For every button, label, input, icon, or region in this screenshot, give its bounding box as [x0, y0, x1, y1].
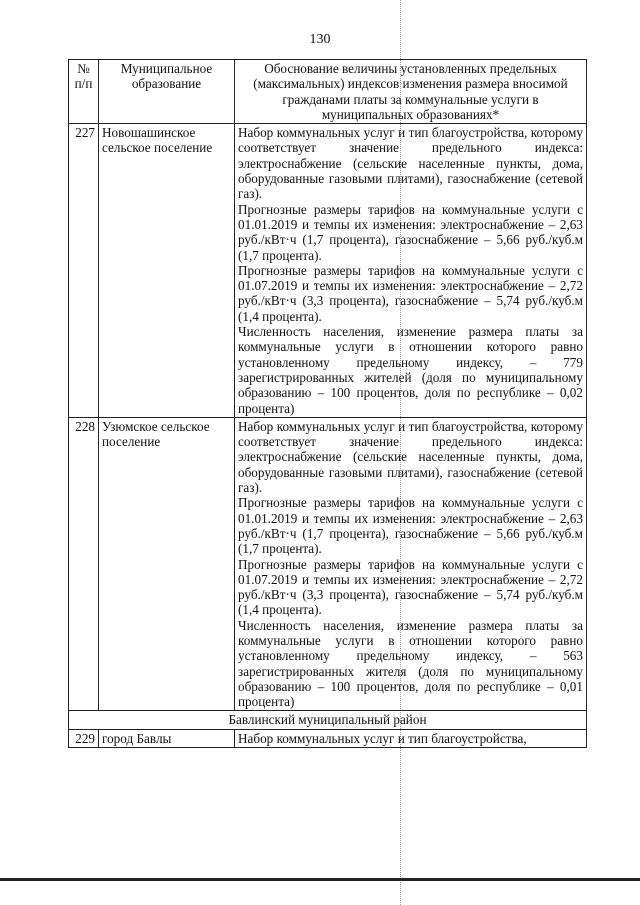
header-number: № п/п: [69, 60, 99, 124]
paragraph-services: Набор коммунальных услуг и тип благоустройства, которому соответствует значение предельного индекса: электроснабжение (сельские населенные пункты, дома, оборудованные газовыми плитами), газоснабжение (сетевой газ).: [238, 125, 583, 202]
table-row: [69, 417, 587, 711]
row-number: 229: [69, 729, 99, 747]
row-number: 227: [69, 124, 99, 418]
row-justification: [235, 417, 587, 711]
tariff-justification-table: [68, 59, 587, 748]
paragraph-tariffs-jan: Прогнозные размеры тарифов на коммунальные услуги с 01.01.2019 и темпы их изменения: электроснабжение – 2,63 руб./кВт·ч (1,7 процента), газоснабжение – 5,66 руб./куб.м (1,7 процента).: [238, 201, 583, 263]
header-justification: Обоснование величины установленных предельных (максимальных) индексов изменения размера вносимой гражданами платы за коммунальные услуги в муниципальных образованиях*: [235, 60, 587, 124]
row-justification: Набор коммунальных услуг и тип благоустройства,: [235, 729, 587, 747]
paragraph-tariffs-jan: Прогнозные размеры тарифов на коммунальные услуги с 01.01.2019 и темпы их изменения: электроснабжение – 2,63 руб./кВт·ч (1,7 процента), газоснабжение – 5,66 руб./куб.м (1,7 процента).: [238, 495, 583, 557]
paragraph-population: Численность населения, изменение размера платы за коммунальные услуги в отношении которого равно установленному предельному индексу, – 779 зарегистрированных жителей (доля по муниципальному образованию – 100 процентов, доля по республике – 0,02 процента): [238, 324, 583, 416]
table-row: [69, 124, 587, 418]
district-heading: Бавлинский муниципальный район: [69, 711, 587, 729]
paragraph-population: Численность населения, изменение размера платы за коммунальные услуги в отношении которого равно установленному предельному индексу, – 563 зарегистрированных жителя (доля по муниципальному образованию – 100 процентов, доля по республике – 0,01 процента): [238, 617, 583, 710]
table-header-row: [69, 60, 587, 124]
paragraph-tariffs-jul: Прогнозные размеры тарифов на коммунальные услуги с 01.07.2019 и темпы их изменения: электроснабжение – 2,72 руб./кВт·ч (3,3 процента), газоснабжение – 5,74 руб./куб.м (1,4 процента).: [238, 556, 583, 618]
header-municipality: Муниципальное образование: [99, 60, 235, 124]
paragraph-tariffs-jul: Прогнозные размеры тарифов на коммунальные услуги с 01.07.2019 и темпы их изменения: электроснабжение – 2,72 руб./кВт·ч (3,3 процента), газоснабжение – 5,74 руб./куб.м (1,4 процента).: [238, 262, 583, 324]
district-row: [69, 711, 587, 729]
paragraph-services: Набор коммунальных услуг и тип благоустройства, которому соответствует значение предельного индекса: электроснабжение (сельские населенные пункты, дома, оборудованные газовыми плитами), газоснабжение (сетевой газ).: [238, 418, 583, 496]
row-municipality: город Бавлы: [99, 729, 235, 747]
page-number: 130: [309, 32, 331, 47]
row-municipality: Новошашинское сельское поселение: [99, 124, 235, 418]
row-number: 228: [69, 417, 99, 711]
row-municipality: Узюмское сельское поселение: [99, 417, 235, 711]
scan-bottom-edge: [0, 878, 640, 881]
table-row: [69, 729, 587, 747]
row-justification: [235, 124, 587, 418]
